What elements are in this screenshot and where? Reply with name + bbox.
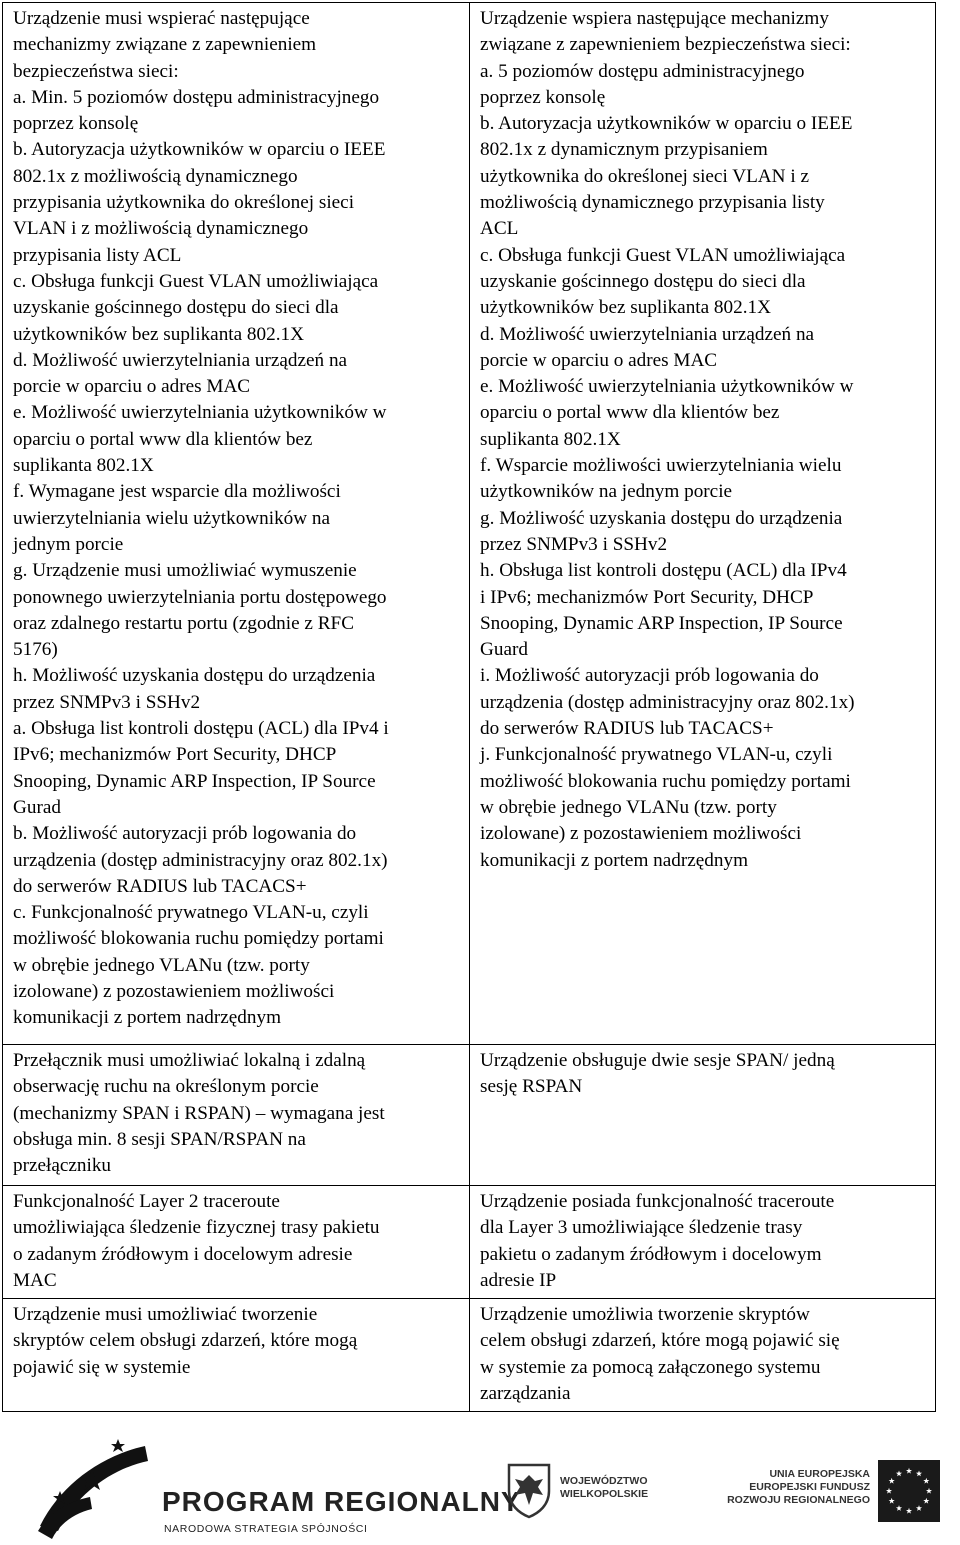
voivodeship-line2: WIELKOPOLSKIE bbox=[560, 1488, 649, 1500]
cell-text-line: VLAN i z możliwością dynamicznego bbox=[13, 218, 309, 240]
cell-text-line: MAC bbox=[13, 1269, 57, 1291]
cell-text-line: poprzez konsolę bbox=[480, 86, 606, 108]
cell-text-line: urządzenia (dostęp administracyjny oraz 802.1x) bbox=[13, 849, 388, 871]
cell-text-line: przez SNMPv3 i SSHv2 bbox=[13, 691, 201, 713]
cell-text-line: użytkowników bez suplikanta 802.1X bbox=[480, 297, 771, 319]
cell-text-line: g. Możliwość uzyskania dostępu do urządzenia bbox=[480, 507, 843, 529]
cell-text-line: j. Funkcjonalność prywatnego VLAN-u, czyli bbox=[480, 744, 833, 766]
cell-text-line: Urządzenie musi wspierać następujące bbox=[13, 8, 310, 29]
program-title: PROGRAM REGIONALNY bbox=[162, 1486, 521, 1517]
table-row bbox=[3, 3, 936, 1045]
footer-logos bbox=[0, 1425, 960, 1545]
cell-text-line: ACL bbox=[480, 218, 519, 240]
cell-text-line: Urządzenie posiada funkcjonalność traceroute bbox=[480, 1191, 835, 1212]
cell-text-line: ponownego uwierzytelniania portu dostępowego bbox=[13, 586, 387, 608]
cell-text-line: obsługa min. 8 sesji SPAN/RSPAN na bbox=[13, 1128, 306, 1150]
cell-text-line: urządzenia (dostęp administracyjny oraz 802.1x) bbox=[480, 691, 855, 713]
cell-text-line: w systemie za pomocą załączonego systemu bbox=[480, 1356, 821, 1378]
cell-text-line: uzyskanie gościnnego dostępu do sieci dla bbox=[480, 270, 806, 292]
cell-text-line: f. Wsparcie możliwości uwierzytelniania wielu bbox=[480, 455, 842, 477]
program-subtitle: NARODOWA STRATEGIA SPÓJNOŚCI bbox=[164, 1523, 368, 1535]
cell-text-line: skryptów celem obsługi zdarzeń, które mogą bbox=[13, 1330, 358, 1352]
cell-text-line: f. Wymagane jest wsparcie dla możliwości bbox=[13, 481, 341, 503]
cell-text-line: Urządzenie obsługuje dwie sesje SPAN/ jedną bbox=[480, 1050, 835, 1071]
eu-fund-name bbox=[710, 1468, 870, 1507]
cell-text-line: 5176) bbox=[13, 639, 58, 661]
cell-text-line: w obrębie jednego VLANu (tzw. porty bbox=[480, 796, 777, 818]
cell-text-line: b. Autoryzacja użytkowników w oparciu o IEEE bbox=[480, 113, 853, 135]
cell-text-line: komunikacji z portem nadrzędnym bbox=[480, 849, 749, 871]
cell-text-line: Guard bbox=[480, 639, 528, 661]
cell-text-line: do serwerów RADIUS lub TACACS+ bbox=[13, 875, 307, 897]
eu-line2: EUROPEJSKI FUNDUSZ bbox=[749, 1481, 870, 1493]
cell-text-line: c. Obsługa funkcji Guest VLAN umożliwiająca bbox=[480, 244, 846, 266]
cell-text-line: przez SNMPv3 i SSHv2 bbox=[480, 533, 668, 555]
cell-text-line: Funkcjonalność Layer 2 traceroute bbox=[13, 1191, 280, 1212]
cell-text-line: komunikacji z portem nadrzędnym bbox=[13, 1007, 282, 1029]
cell-text-line: adresie IP bbox=[480, 1269, 557, 1291]
cell-text-line: izolowane) z pozostawieniem możliwości bbox=[13, 980, 335, 1002]
cell-text-line: celem obsługi zdarzeń, które mogą pojawić się bbox=[480, 1330, 840, 1352]
cell-text-line: d. Możliwość uwierzytelniania urządzeń na bbox=[480, 323, 815, 345]
cell-text-line: a. 5 poziomów dostępu administracyjnego bbox=[480, 60, 805, 82]
cell-text-line: d. Możliwość uwierzytelniania urządzeń na bbox=[13, 349, 348, 371]
cell-text-line: obserwację ruchu na określonym porcie bbox=[13, 1076, 319, 1098]
cell-text-line: Przełącznik musi umożliwiać lokalną i zdalną bbox=[13, 1050, 366, 1071]
table-row bbox=[3, 1299, 936, 1412]
cell-text-line: mechanizmy związane z zapewnieniem bbox=[13, 34, 317, 56]
cell-text-line: związane z zapewnieniem bezpieczeństwa sieci: bbox=[480, 34, 851, 56]
cell-text-line: (mechanizmy SPAN i RSPAN) – wymagana jest bbox=[13, 1102, 385, 1124]
cell-text-line: oparciu o portal www dla klientów bez bbox=[13, 428, 313, 450]
cell-text-line: użytkowników bez suplikanta 802.1X bbox=[13, 323, 304, 345]
cell-text-line: oraz zdalnego restartu portu (zgodnie z RFC bbox=[13, 612, 354, 634]
table-row bbox=[3, 1045, 936, 1186]
cell-text-line: oparciu o portal www dla klientów bez bbox=[480, 402, 780, 424]
cell-text-line: w obrębie jednego VLANu (tzw. porty bbox=[13, 954, 310, 976]
cell-text-line: 802.1x z dynamicznym przypisaniem bbox=[480, 139, 768, 161]
eu-line3: ROZWOJU REGIONALNEGO bbox=[727, 1494, 870, 1506]
table-row bbox=[3, 1186, 936, 1299]
cell-text-line: e. Możliwość uwierzytelniania użytkowników w bbox=[13, 402, 387, 424]
spec-table bbox=[2, 2, 936, 1412]
cell-text-line: porcie w oparciu o adres MAC bbox=[13, 376, 251, 398]
cell-text-line: Urządzenie umożliwia tworzenie skryptów bbox=[480, 1304, 810, 1326]
cell-text-line: suplikanta 802.1X bbox=[480, 428, 621, 450]
eu-flag-icon bbox=[878, 1460, 940, 1522]
cell-text-line: umożliwiająca śledzenie fizycznej trasy pakietu bbox=[13, 1217, 380, 1239]
cell-text-line: Gurad bbox=[13, 796, 61, 818]
cell-text-line: możliwość blokowania ruchu pomiędzy portami bbox=[13, 928, 384, 950]
cell-text-line: h. Możliwość uzyskania dostępu do urządzenia bbox=[13, 665, 376, 687]
eu-fund-logo bbox=[700, 1450, 950, 1540]
cell-text-line: uwierzytelniania wielu użytkowników na bbox=[13, 507, 331, 529]
offer-cell bbox=[470, 1299, 936, 1412]
cell-text-line: h. Obsługa list kontroli dostępu (ACL) dla IPv4 bbox=[480, 560, 847, 582]
cell-text-line: uzyskanie gościnnego dostępu do sieci dla bbox=[13, 297, 339, 319]
requirement-cell bbox=[3, 1299, 470, 1412]
cell-text-line: Urządzenie musi umożliwiać tworzenie bbox=[13, 1304, 318, 1326]
voivodeship-name bbox=[560, 1475, 648, 1501]
cell-text-line: możliwością dynamicznego przypisania listy bbox=[480, 192, 825, 214]
cell-text-line: e. Możliwość uwierzytelniania użytkowników w bbox=[480, 376, 854, 398]
eagle-crest-icon bbox=[505, 1461, 553, 1519]
cell-text-line: Snooping, Dynamic ARP Inspection, IP Source bbox=[480, 612, 843, 634]
cell-text-line: dla Layer 3 umożliwiające śledzenie trasy bbox=[480, 1217, 803, 1239]
cell-text-line: pakietu o zadanym źródłowym i docelowym bbox=[480, 1243, 822, 1265]
cell-text-line: Urządzenie wspiera następujące mechanizmy bbox=[480, 8, 829, 29]
cell-text-line: IPv6; mechanizmów Port Security, DHCP bbox=[13, 744, 337, 766]
cell-text-line: a. Min. 5 poziomów dostępu administracyjnego bbox=[13, 86, 380, 108]
cell-text-line: przypisania listy ACL bbox=[13, 244, 182, 266]
cell-text-line: jednym porcie bbox=[13, 533, 124, 555]
requirement-cell bbox=[3, 3, 470, 1045]
cell-text-line: zarządzania bbox=[480, 1383, 571, 1405]
cell-text-line: do serwerów RADIUS lub TACACS+ bbox=[480, 718, 774, 740]
requirement-cell bbox=[3, 1186, 470, 1299]
cell-text-line: pojawić się w systemie bbox=[13, 1356, 191, 1378]
cell-text-line: i. Możliwość autoryzacji prób logowania do bbox=[480, 665, 819, 687]
voivodeship-line1: WOJEWÓDZTWO bbox=[560, 1475, 648, 1487]
cell-text-line: porcie w oparciu o adres MAC bbox=[480, 349, 718, 371]
cell-text-line: przypisania użytkownika do określonej sieci bbox=[13, 192, 355, 214]
cell-text-line: sesję RSPAN bbox=[480, 1076, 583, 1098]
eu-line1: UNIA EUROPEJSKA bbox=[769, 1468, 870, 1480]
cell-text-line: Snooping, Dynamic ARP Inspection, IP Source bbox=[13, 770, 376, 792]
wielkopolskie-logo bbox=[505, 1455, 675, 1535]
cell-text-line: izolowane) z pozostawieniem możliwości bbox=[480, 823, 802, 845]
program-regionalny-logo bbox=[30, 1431, 521, 1541]
eu-star-emblem-icon bbox=[30, 1431, 150, 1541]
cell-text-line: bezpieczeństwa sieci: bbox=[13, 60, 179, 82]
cell-text-line: b. Możliwość autoryzacji prób logowania do bbox=[13, 823, 357, 845]
cell-text-line: suplikanta 802.1X bbox=[13, 455, 154, 477]
cell-text-line: poprzez konsolę bbox=[13, 113, 139, 135]
cell-text-line: użytkowników na jednym porcie bbox=[480, 481, 733, 503]
cell-text-line: przełączniku bbox=[13, 1155, 112, 1177]
cell-text-line: b. Autoryzacja użytkowników w oparciu o IEEE bbox=[13, 139, 386, 161]
offer-cell bbox=[470, 3, 936, 1045]
cell-text-line: użytkownika do określonej sieci VLAN i z bbox=[480, 165, 809, 187]
requirement-cell bbox=[3, 1045, 470, 1186]
cell-text-line: 802.1x z możliwością dynamicznego bbox=[13, 165, 298, 187]
cell-text-line: c. Funkcjonalność prywatnego VLAN-u, czyli bbox=[13, 902, 369, 924]
cell-text-line: o zadanym źródłowym i docelowym adresie bbox=[13, 1243, 353, 1265]
offer-cell bbox=[470, 1045, 936, 1186]
offer-cell bbox=[470, 1186, 936, 1299]
cell-text-line: a. Obsługa list kontroli dostępu (ACL) dla IPv4 i bbox=[13, 718, 389, 740]
cell-text-line: możliwość blokowania ruchu pomiędzy portami bbox=[480, 770, 851, 792]
cell-text-line: c. Obsługa funkcji Guest VLAN umożliwiająca bbox=[13, 270, 379, 292]
cell-text-line: g. Urządzenie musi umożliwiać wymuszenie bbox=[13, 560, 357, 582]
cell-text-line: i IPv6; mechanizmów Port Security, DHCP bbox=[480, 586, 814, 608]
